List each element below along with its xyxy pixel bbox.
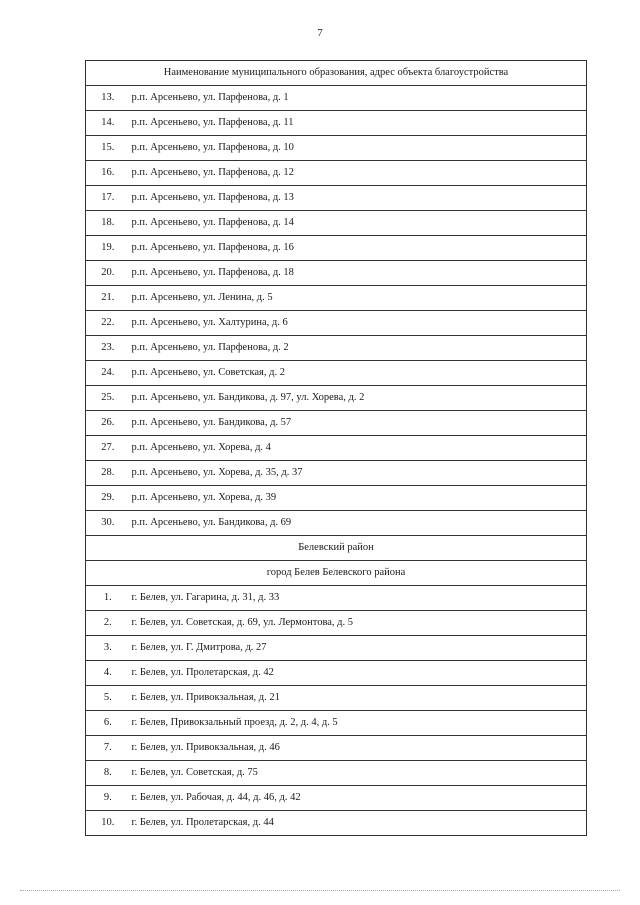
row-number: 28. <box>86 461 130 486</box>
row-number: 5. <box>86 686 130 711</box>
table-row <box>86 511 587 536</box>
table-row <box>86 436 587 461</box>
table-row <box>86 461 587 486</box>
table-row <box>86 586 587 611</box>
row-address: р.п. Арсеньево, ул. Советская, д. 2 <box>130 361 587 386</box>
row-address: г. Белев, ул. Советская, д. 75 <box>130 761 587 786</box>
table-row <box>86 486 587 511</box>
row-number: 2. <box>86 611 130 636</box>
row-address: р.п. Арсеньево, ул. Парфенова, д. 18 <box>130 261 587 286</box>
table-row <box>86 711 587 736</box>
row-number: 19. <box>86 236 130 261</box>
table-row <box>86 686 587 711</box>
row-address: р.п. Арсеньево, ул. Парфенова, д. 16 <box>130 236 587 261</box>
row-address: г. Белев, ул. Рабочая, д. 44, д. 46, д. 42 <box>130 786 587 811</box>
row-number: 15. <box>86 136 130 161</box>
row-number: 17. <box>86 186 130 211</box>
row-address: г. Белев, ул. Пролетарская, д. 42 <box>130 661 587 686</box>
row-number: 27. <box>86 436 130 461</box>
table-row <box>86 111 587 136</box>
table-row <box>86 86 587 111</box>
table-row <box>86 786 587 811</box>
page-number: 7 <box>317 27 323 39</box>
row-number: 6. <box>86 711 130 736</box>
row-address: р.п. Арсеньево, ул. Парфенова, д. 12 <box>130 161 587 186</box>
town-heading: город Белев Белевского района <box>86 561 587 586</box>
row-number: 21. <box>86 286 130 311</box>
row-address: г. Белев, ул. Привокзальная, д. 46 <box>130 736 587 761</box>
row-number: 18. <box>86 211 130 236</box>
row-number: 9. <box>86 786 130 811</box>
row-number: 8. <box>86 761 130 786</box>
row-address: г. Белев, Привокзальный проезд, д. 2, д. 4, д. 5 <box>130 711 587 736</box>
row-address: г. Белев, ул. Пролетарская, д. 44 <box>130 811 587 836</box>
table-row <box>86 136 587 161</box>
table-row <box>86 811 587 836</box>
table-row <box>86 361 587 386</box>
row-number: 22. <box>86 311 130 336</box>
table-row <box>86 211 587 236</box>
district-heading: Белевский район <box>86 536 587 561</box>
row-address: р.п. Арсеньево, ул. Парфенова, д. 13 <box>130 186 587 211</box>
row-address: р.п. Арсеньево, ул. Хорева, д. 39 <box>130 486 587 511</box>
row-number: 7. <box>86 736 130 761</box>
row-number: 3. <box>86 636 130 661</box>
address-table <box>85 60 587 836</box>
table-header-row <box>86 61 587 86</box>
row-number: 29. <box>86 486 130 511</box>
table-row <box>86 761 587 786</box>
row-address: р.п. Арсеньево, ул. Хорева, д. 4 <box>130 436 587 461</box>
row-address: р.п. Арсеньево, ул. Бандикова, д. 69 <box>130 511 587 536</box>
row-number: 23. <box>86 336 130 361</box>
table-header: Наименование муниципального образования, адрес объекта благоустройства <box>86 61 587 86</box>
row-address: р.п. Арсеньево, ул. Хорева, д. 35, д. 37 <box>130 461 587 486</box>
row-number: 1. <box>86 586 130 611</box>
row-number: 26. <box>86 411 130 436</box>
table-row <box>86 661 587 686</box>
table-row <box>86 336 587 361</box>
row-number: 10. <box>86 811 130 836</box>
row-number: 24. <box>86 361 130 386</box>
row-address: р.п. Арсеньево, ул. Парфенова, д. 14 <box>130 211 587 236</box>
row-address: г. Белев, ул. Г. Дмитрова, д. 27 <box>130 636 587 661</box>
district-heading-row <box>86 536 587 561</box>
table-row <box>86 611 587 636</box>
row-number: 4. <box>86 661 130 686</box>
row-address: р.п. Арсеньево, ул. Ленина, д. 5 <box>130 286 587 311</box>
table-row <box>86 286 587 311</box>
row-address: г. Белев, ул. Привокзальная, д. 21 <box>130 686 587 711</box>
row-address: р.п. Арсеньево, ул. Халтурина, д. 6 <box>130 311 587 336</box>
table-row <box>86 161 587 186</box>
row-address: р.п. Арсеньево, ул. Парфенова, д. 11 <box>130 111 587 136</box>
table-row <box>86 186 587 211</box>
row-address: г. Белев, ул. Советская, д. 69, ул. Лермонтова, д. 5 <box>130 611 587 636</box>
table-row <box>86 311 587 336</box>
row-address: г. Белев, ул. Гагарина, д. 31, д. 33 <box>130 586 587 611</box>
row-number: 14. <box>86 111 130 136</box>
row-number: 20. <box>86 261 130 286</box>
row-address: р.п. Арсеньево, ул. Парфенова, д. 10 <box>130 136 587 161</box>
town-heading-row <box>86 561 587 586</box>
row-number: 25. <box>86 386 130 411</box>
row-number: 16. <box>86 161 130 186</box>
table-row <box>86 236 587 261</box>
row-number: 13. <box>86 86 130 111</box>
row-address: р.п. Арсеньево, ул. Парфенова, д. 2 <box>130 336 587 361</box>
scan-artifact-line <box>20 890 620 895</box>
table-row <box>86 411 587 436</box>
table-row <box>86 636 587 661</box>
table-row <box>86 386 587 411</box>
row-address: р.п. Арсеньево, ул. Бандикова, д. 57 <box>130 411 587 436</box>
table-row <box>86 736 587 761</box>
row-number: 30. <box>86 511 130 536</box>
row-address: р.п. Арсеньево, ул. Парфенова, д. 1 <box>130 86 587 111</box>
table-row <box>86 261 587 286</box>
row-address: р.п. Арсеньево, ул. Бандикова, д. 97, ул. Хорева, д. 2 <box>130 386 587 411</box>
